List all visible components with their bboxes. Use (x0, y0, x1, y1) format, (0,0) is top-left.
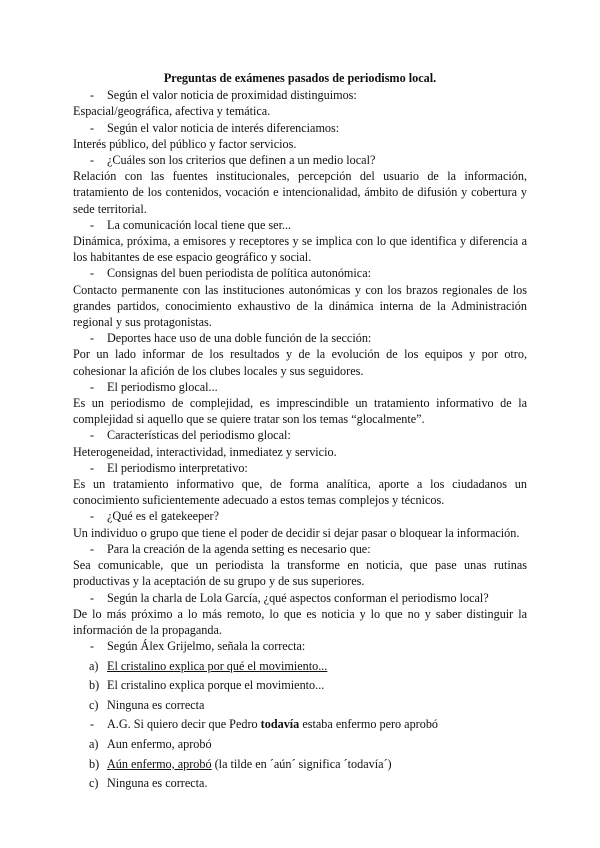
option-text: Ninguna es correcta (107, 697, 205, 712)
question-text: Según el valor noticia de proximidad distinguimos: (107, 88, 357, 103)
question-6 (73, 330, 527, 346)
bullet-dash: - (90, 590, 95, 605)
bullet-dash: - (90, 509, 95, 524)
question-2 (73, 120, 527, 136)
option-text: Aun enfermo, aprobó (107, 737, 212, 752)
answer-6: Por un lado informar de los resultados y de la evolución de los equipos y por otro, cohesionar la afición de los clubes locales y sus seguidores. (73, 347, 527, 378)
bullet-dash: - (90, 217, 95, 232)
bullet-dash: - (90, 331, 95, 346)
answer-2: Interés público, del público y factor servicios. (73, 136, 297, 151)
option-label: a) (89, 658, 99, 673)
option-label: c) (89, 697, 99, 712)
mc1-option-c (73, 697, 527, 713)
option-label: c) (89, 776, 99, 791)
mc-question-1 (73, 638, 527, 654)
question-text-bold: todavía (260, 717, 300, 732)
page-title: Preguntas de exámenes pasados de periodismo local. (163, 71, 437, 85)
option-text: El cristalino explica porque el movimiento... (107, 678, 325, 693)
option-label: b) (89, 678, 100, 693)
mc2-option-b (73, 756, 527, 772)
answer-11: Sea comunicable, que un periodista la transforme en noticia, que pase unas rutinas productivas y la aceptación de su grupo y de sus superiores. (73, 558, 527, 589)
question-9 (73, 460, 527, 476)
question-1 (73, 87, 527, 103)
question-text: La comunicación local tiene que ser... (107, 217, 292, 232)
bullet-dash: - (90, 541, 95, 556)
question-10 (73, 508, 527, 524)
question-text: ¿Qué es el gatekeeper? (107, 509, 219, 524)
mc1-option-a (73, 658, 527, 674)
question-text-start: A.G. Si quiero decir que Pedro (107, 717, 261, 732)
question-text: Según la charla de Lola García, ¿qué aspectos conforman el periodismo local? (107, 590, 489, 605)
option-text: Aún enfermo, aprobó (107, 756, 212, 771)
option-label: b) (89, 756, 100, 771)
bullet-dash: - (90, 88, 95, 103)
bullet-dash: - (90, 120, 95, 135)
question-11 (73, 541, 527, 557)
option-text: El cristalino explica por qué el movimiento... (107, 658, 328, 673)
question-text: Características del periodismo glocal: (107, 428, 291, 443)
answer-10: Un individuo o grupo que tiene el poder de decidir si dejar pasar o bloquear la información. (73, 525, 520, 540)
answer-8: Heterogeneidad, interactividad, inmediatez y servicio. (73, 444, 337, 459)
question-5 (73, 265, 527, 281)
bullet-dash: - (90, 460, 95, 475)
question-text: Deportes hace uso de una doble función de la sección: (107, 331, 372, 346)
question-3 (73, 152, 527, 168)
question-7 (73, 379, 527, 395)
answer-4: Dinámica, próxima, a emisores y receptores y se implica con lo que identifica y diferencia a los habitantes de ese espacio geográfico y social. (73, 234, 527, 265)
option-label: a) (89, 737, 99, 752)
question-text: Según Álex Grijelmo, señala la correcta: (107, 639, 306, 654)
question-text: El periodismo glocal... (107, 379, 218, 394)
answer-12: De lo más próximo a lo más remoto, lo que es noticia y lo que no y saber distinguir la información de la propaganda. (73, 606, 527, 637)
question-text: El periodismo interpretativo: (107, 460, 248, 475)
option-note: (la tilde en ´aún´ significa ´todavía´) (211, 756, 392, 771)
mc-question-2 (73, 716, 527, 732)
answer-5: Contacto permanente con las instituciones autonómicas y con los brazos regionales de los grandes partidos, conocimiento exhaustivo de la dinámica interna de la Administración regional y sus protagonistas. (73, 282, 527, 330)
mc2-option-c (73, 775, 527, 791)
answer-9: Es un tratamiento informativo que, de forma analítica, aporte a los ciudadanos un conocimiento suficientemente adecuado a estos temas complejos y técnicos. (73, 477, 527, 508)
question-text: Según el valor noticia de interés diferenciamos: (107, 120, 340, 135)
bullet-dash: - (90, 639, 95, 654)
bullet-dash: - (90, 153, 95, 168)
option-text: Ninguna es correcta. (107, 776, 208, 791)
bullet-dash: - (90, 717, 95, 732)
question-text: Para la creación de la agenda setting es necesario que: (107, 541, 371, 556)
mc1-option-b (73, 677, 527, 693)
answer-3: Relación con las fuentes institucionales, percepción del usuario de la información, tratamiento de los contenidos, vocación e intencionalidad, ámbito de difusión y cobertura y sede territorial. (73, 169, 527, 216)
question-12 (73, 590, 527, 606)
bullet-dash: - (90, 266, 95, 281)
question-text-end: estaba enfermo pero aprobó (299, 717, 439, 732)
bullet-dash: - (90, 379, 95, 394)
bullet-dash: - (90, 428, 95, 443)
question-text: Consignas del buen periodista de política autonómica: (107, 266, 372, 281)
answer-7: Es un periodismo de complejidad, es imprescindible un tratamiento informativo de la complejidad si aquello que se quiere tratar son los temas “glocalmente”. (73, 396, 527, 427)
mc2-option-a (73, 736, 527, 752)
question-text: ¿Cuáles son los criterios que definen a un medio local? (107, 153, 376, 168)
answer-1: Espacial/geográfica, afectiva y temática. (73, 104, 271, 119)
question-4 (73, 217, 527, 233)
question-8 (73, 427, 527, 443)
